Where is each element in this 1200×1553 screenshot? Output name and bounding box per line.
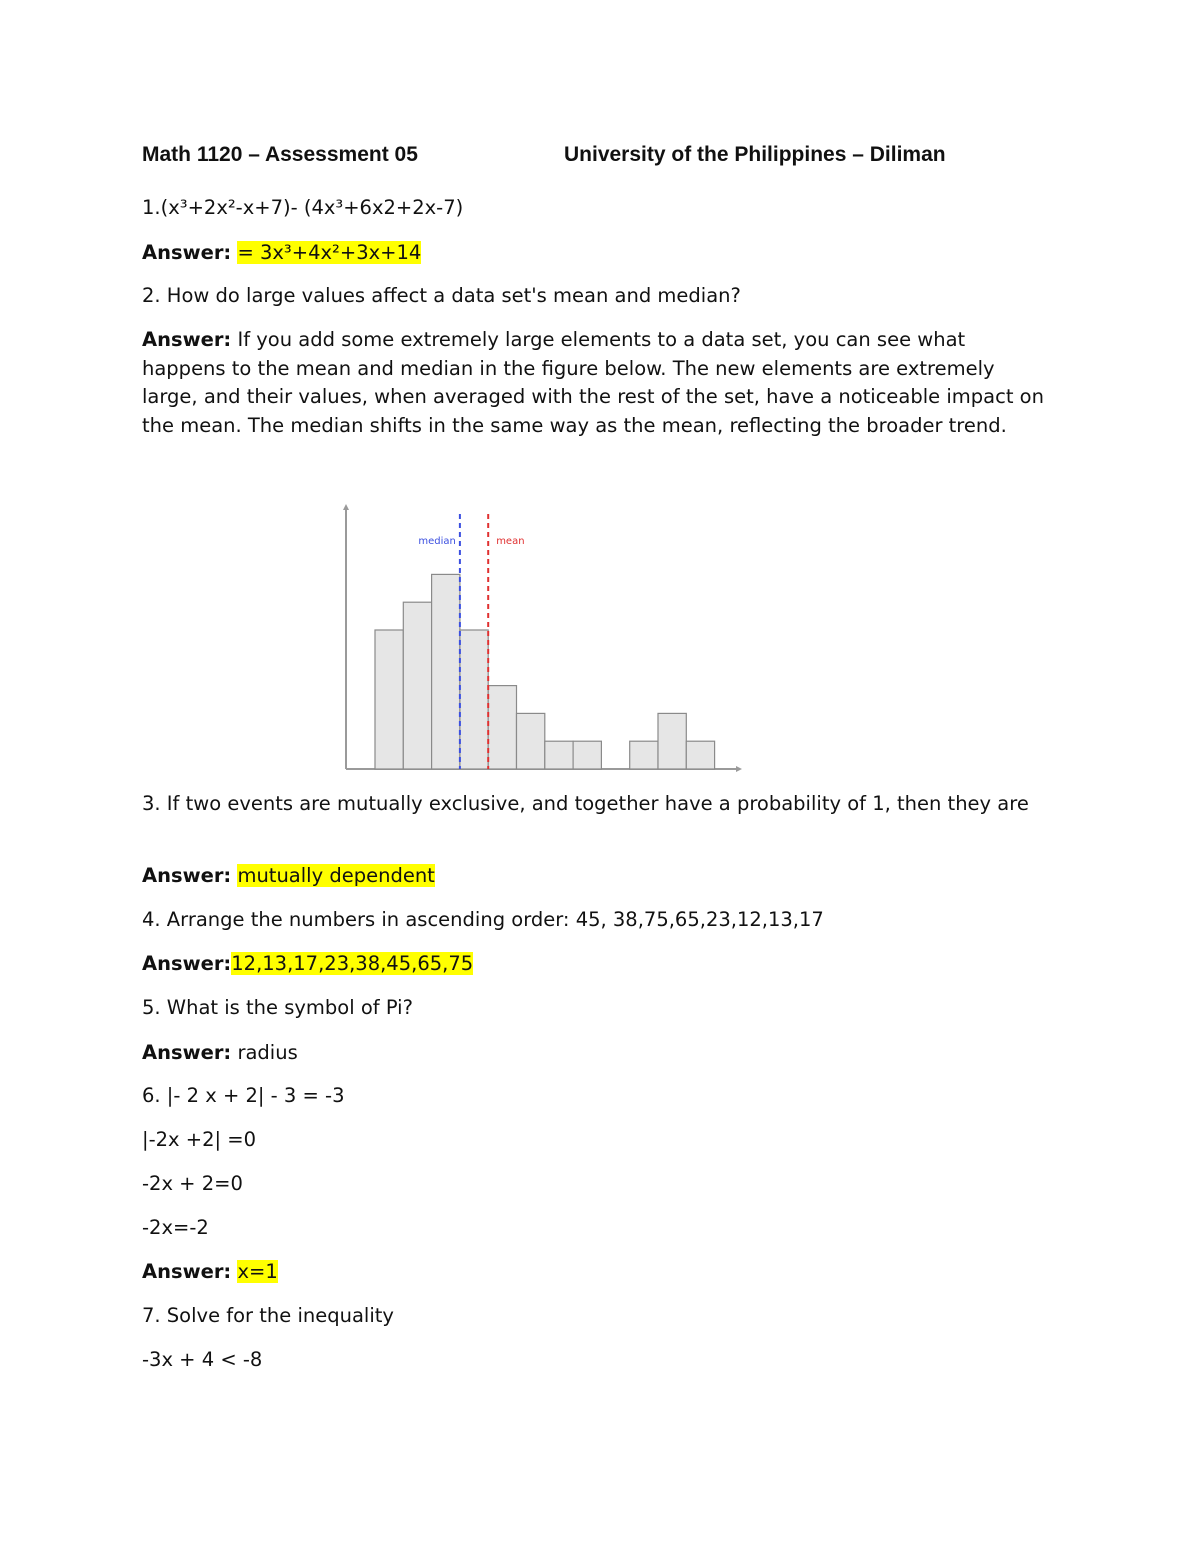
q7-question: 7. Solve for the inequality	[142, 1304, 394, 1327]
q7-expression: -3x + 4 < -8	[142, 1348, 263, 1371]
x-axis-arrow	[736, 766, 742, 772]
q1-answer: = 3x³+4x²+3x+14	[237, 241, 422, 264]
answer-label: Answer:	[142, 328, 232, 351]
q4-question: 4. Arrange the numbers in ascending order: 45, 38,75,65,23,12,13,17	[142, 908, 824, 931]
q3-answer-line	[142, 862, 435, 891]
mean-label: mean	[496, 536, 525, 547]
document-header	[142, 143, 1042, 179]
answer-label: Answer:	[142, 864, 232, 887]
answer-label: Answer:	[142, 1041, 232, 1064]
answer-label: Answer:	[142, 241, 232, 264]
q6-step-1: |-2x +2| =0	[142, 1128, 257, 1151]
median-label: median	[418, 536, 456, 547]
q3-answer: mutually dependent	[237, 864, 435, 887]
histogram-bar	[573, 741, 601, 769]
q5-question: 5. What is the symbol of Pi?	[142, 996, 413, 1019]
q1-question: 1.(x³+2x²-x+7)- (4x³+6x2+2x-7)	[142, 196, 464, 219]
histogram-bar	[403, 602, 431, 769]
histogram-bar	[545, 741, 573, 769]
q6-question: 6. |- 2 x + 2| - 3 = -3	[142, 1084, 345, 1107]
q4-answer: 12,13,17,23,38,45,65,75	[231, 952, 474, 975]
histogram-bar	[517, 713, 545, 769]
histogram-bar	[460, 630, 488, 769]
histogram-bar	[432, 574, 460, 769]
histogram-svg	[340, 500, 750, 780]
answer-label: Answer:	[142, 1260, 232, 1283]
histogram-chart	[340, 500, 750, 780]
answer-label: Answer:	[142, 952, 232, 975]
q2-answer-paragraph	[142, 326, 1052, 440]
q3-question: 3. If two events are mutually exclusive, and together have a probability of 1, then they are	[142, 792, 1029, 815]
course-title: Math 1120 – Assessment 05	[142, 143, 418, 166]
q6-step-3: -2x=-2	[142, 1216, 209, 1239]
q4-answer-line	[142, 950, 473, 979]
q5-answer-line	[142, 1039, 298, 1068]
q6-answer-line	[142, 1258, 278, 1287]
university-title: University of the Philippines – Diliman	[564, 143, 946, 166]
q2-question: 2. How do large values affect a data set's mean and median?	[142, 284, 741, 307]
histogram-bar	[488, 686, 516, 769]
histogram-bar	[630, 741, 658, 769]
q6-answer: x=1	[237, 1260, 278, 1283]
histogram-bar	[686, 741, 714, 769]
q2-answer: If you add some extremely large elements to a data set, you can see what happens to the mean and median in the figure below. The new elements are extremely large, and their values, when averaged with the rest of the set, have a noticeable impact on the mean. The median shifts in the same way as the mean, reflecting the broader trend.	[142, 328, 1044, 437]
q5-answer: radius	[237, 1041, 298, 1064]
histogram-bar	[658, 713, 686, 769]
q1-answer-line	[142, 239, 421, 268]
histogram-bar	[375, 630, 403, 769]
y-axis-arrow	[343, 504, 349, 510]
q6-step-2: -2x + 2=0	[142, 1172, 243, 1195]
